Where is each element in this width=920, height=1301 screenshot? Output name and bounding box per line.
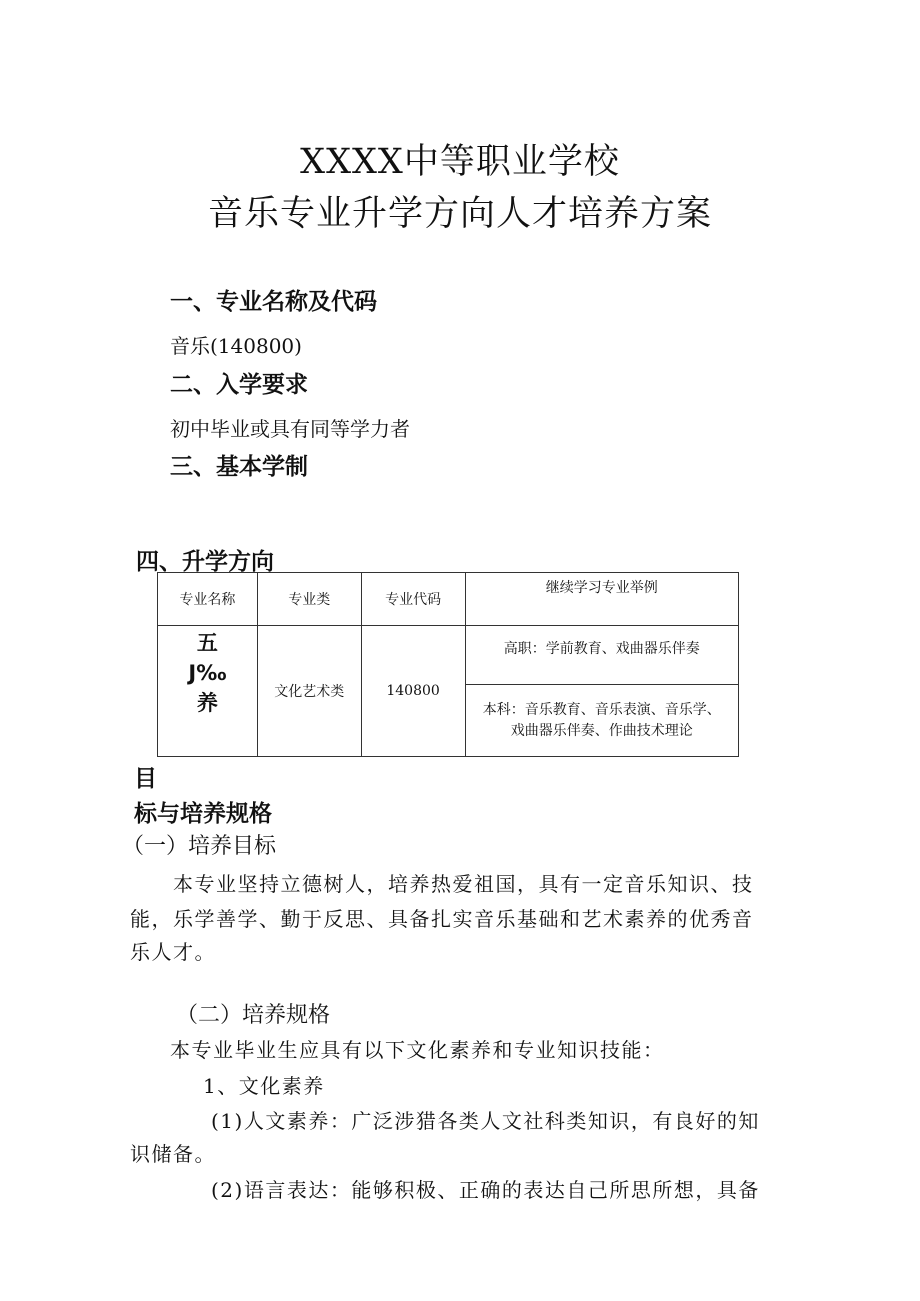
spec-intro: 本专业毕业生应具有以下文化素养和专业知识技能： xyxy=(170,1038,665,1062)
table-cell-benke-examples xyxy=(465,685,738,757)
major-name-part: J‰ xyxy=(188,661,227,685)
spec-item-culture: 1、文化素养 xyxy=(203,1074,325,1098)
major-name-value: 音乐(140800) xyxy=(170,334,302,358)
goal-line: 本专业坚持立德树人，培养热爱祖国，具有一定音乐知识、技 xyxy=(173,872,754,896)
table-cell-category: 文化艺术类 xyxy=(257,626,361,757)
spec-paragraph-line: 识储备。 xyxy=(130,1142,216,1166)
section-heading-admission: 二、入学要求 xyxy=(170,372,308,398)
subsection-heading-goal: （一）培养目标 xyxy=(122,834,277,859)
benke-examples-line: 本科：音乐教育、音乐表演、音乐学、 xyxy=(482,701,721,718)
benke-examples-line: 戏曲器乐伴奏、作曲技术理论 xyxy=(510,722,693,739)
further-study-table xyxy=(157,572,739,757)
major-name-part: 五 xyxy=(196,631,218,655)
section-heading-goals-part1: 目 xyxy=(134,766,157,792)
admission-requirement: 初中毕业或具有同等学力者 xyxy=(170,417,410,441)
table-header-code: 专业代码 xyxy=(361,573,465,626)
doc-title-line1: XXXX中等职业学校 xyxy=(300,142,620,182)
goal-line: 能，乐学善学、勤于反思、具备扎实音乐基础和艺术素养的优秀音 xyxy=(130,907,754,931)
table-header-examples: 继续学习专业举例 xyxy=(465,573,738,626)
section-heading-further-study: 四、升学方向 xyxy=(136,549,274,575)
section-heading-duration: 三、基本学制 xyxy=(170,454,308,480)
table-cell-major-name xyxy=(158,626,258,757)
major-name-part: 养 xyxy=(196,691,218,715)
table-cell-gaozhi-examples: 高职：学前教育、戏曲器乐伴奏 xyxy=(465,626,738,685)
section-heading-major-name: 一、专业名称及代码 xyxy=(170,289,377,315)
spec-paragraph-line: (2)语言表达：能够积极、正确的表达自己所思所想，具备 xyxy=(211,1178,760,1202)
table-cell-code: 140800 xyxy=(361,626,465,757)
section-heading-goals-part2: 标与培养规格 xyxy=(134,801,272,827)
table-header-category: 专业类 xyxy=(257,573,361,626)
goal-line: 乐人才。 xyxy=(130,940,216,964)
table-header-row xyxy=(158,573,739,626)
spec-paragraph-line: (1)人文素养：广泛涉猎各类人文社科类知识，有良好的知 xyxy=(211,1109,760,1133)
table-row xyxy=(158,626,739,685)
table-header-major-name: 专业名称 xyxy=(158,573,258,626)
subsection-heading-spec: （二）培养规格 xyxy=(176,1003,331,1028)
doc-title-line2: 音乐专业升学方向人才培养方案 xyxy=(207,194,712,234)
